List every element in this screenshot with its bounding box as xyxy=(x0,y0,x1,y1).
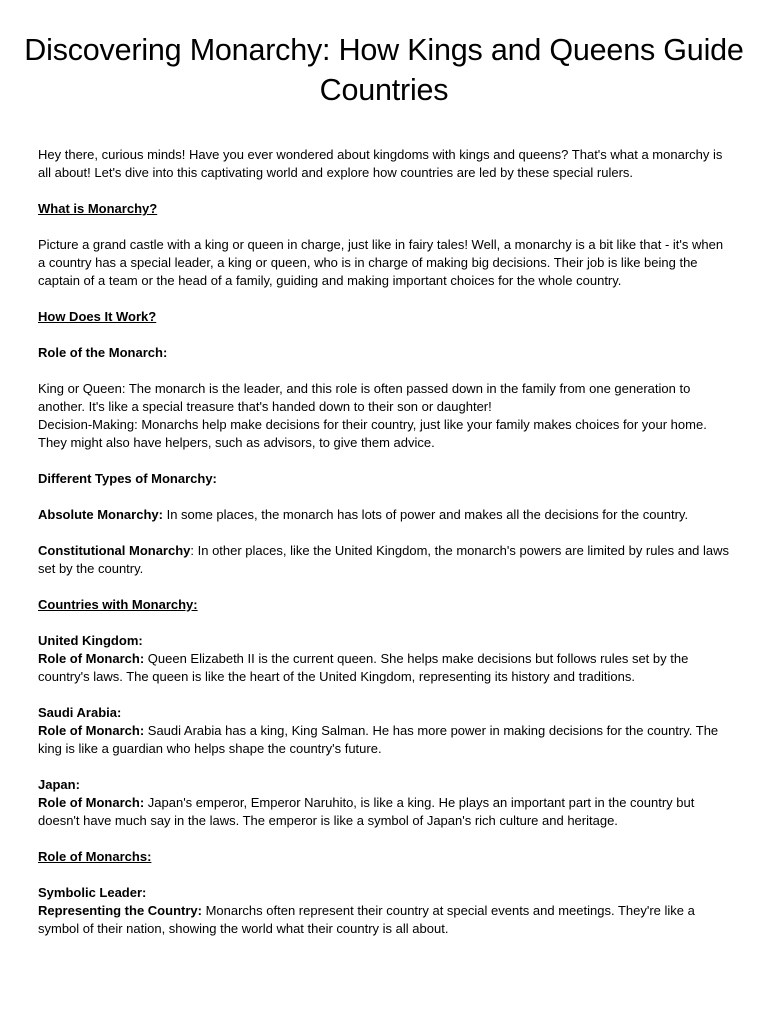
country-role-label: Role of Monarch: xyxy=(38,723,145,738)
what-is-monarchy-paragraph: Picture a grand castle with a king or queen in charge, just like in fairy tales! Well, a monarchy is a bit like that - it's when a country has a special leader, a king or queen, who is in charge of making big decisions. Their job is like being the captain of a team or the head of a family, guiding and making important choices for the whole country. xyxy=(38,237,724,288)
representing-country-text: Monarchs often represent their country at special events and meetings. They're like a symbol of their nation, showing the world what their country is all about. xyxy=(38,903,695,936)
constitutional-monarchy-label: Constitutional Monarchy xyxy=(38,543,191,558)
symbolic-leader-block xyxy=(38,884,730,938)
absolute-monarchy-text: In some places, the monarch has lots of power and makes all the decisions for the country. xyxy=(162,507,689,522)
country-role-label: Role of Monarch: xyxy=(38,651,145,666)
absolute-monarchy-label: Absolute Monarchy: xyxy=(38,507,163,522)
role-of-monarchs-heading: Role of Monarchs: xyxy=(38,849,152,864)
country-role-label: Role of Monarch: xyxy=(38,795,145,810)
role-decision-making-line: Decision-Making: Monarchs help make decisions for their country, just like your family makes choices for your home. They might also have helpers, such as advisors, to give them advice. xyxy=(38,417,707,450)
role-of-the-monarch-heading: Role of the Monarch: xyxy=(38,345,168,360)
intro-paragraph: Hey there, curious minds! Have you ever wondered about kingdoms with kings and queens? That's what a monarchy is all about! Let's dive into this captivating world and explore how countries are led by these special rulers. xyxy=(38,147,723,180)
countries-with-monarchy-heading: Countries with Monarchy: xyxy=(38,597,198,612)
symbolic-leader-heading: Symbolic Leader: xyxy=(38,885,147,900)
absolute-monarchy-paragraph xyxy=(38,506,730,524)
country-block-saudi-arabia xyxy=(38,704,730,758)
constitutional-monarchy-text: : In other places, like the United Kingdom, the monarch's powers are limited by rules and laws set by the country. xyxy=(38,543,730,576)
document-body xyxy=(38,146,730,938)
country-role-text: Japan's emperor, Emperor Naruhito, is like a king. He plays an important part in the country but doesn't have much say in the laws. The emperor is like a symbol of Japan's rich culture and heritage. xyxy=(38,795,695,828)
what-is-monarchy-heading: What is Monarchy? xyxy=(38,201,158,216)
country-name: United Kingdom: xyxy=(38,633,143,648)
constitutional-monarchy-paragraph xyxy=(38,542,730,578)
country-block-united-kingdom xyxy=(38,632,730,686)
representing-country-label: Representing the Country: xyxy=(38,903,202,918)
role-of-the-monarch-paragraph xyxy=(38,380,730,452)
country-block-japan xyxy=(38,776,730,830)
country-name: Japan: xyxy=(38,777,80,792)
role-king-or-queen-line: King or Queen: The monarch is the leader, and this role is often passed down in the family from one generation to another. It's like a special treasure that's handed down to their son or daughter! xyxy=(38,381,691,414)
country-role-text: Saudi Arabia has a king, King Salman. He has more power in making decisions for the country. The king is like a guardian who helps shape the country's future. xyxy=(38,723,719,756)
country-name: Saudi Arabia: xyxy=(38,705,122,720)
types-of-monarchy-heading: Different Types of Monarchy: xyxy=(38,471,217,486)
how-does-it-work-heading: How Does It Work? xyxy=(38,309,157,324)
country-role-text: Queen Elizabeth II is the current queen. She helps make decisions but follows rules set by the country's laws. The queen is like the heart of the United Kingdom, representing its history and traditions. xyxy=(38,651,689,684)
page-title: Discovering Monarchy: How Kings and Queens Guide Countries xyxy=(24,33,744,107)
